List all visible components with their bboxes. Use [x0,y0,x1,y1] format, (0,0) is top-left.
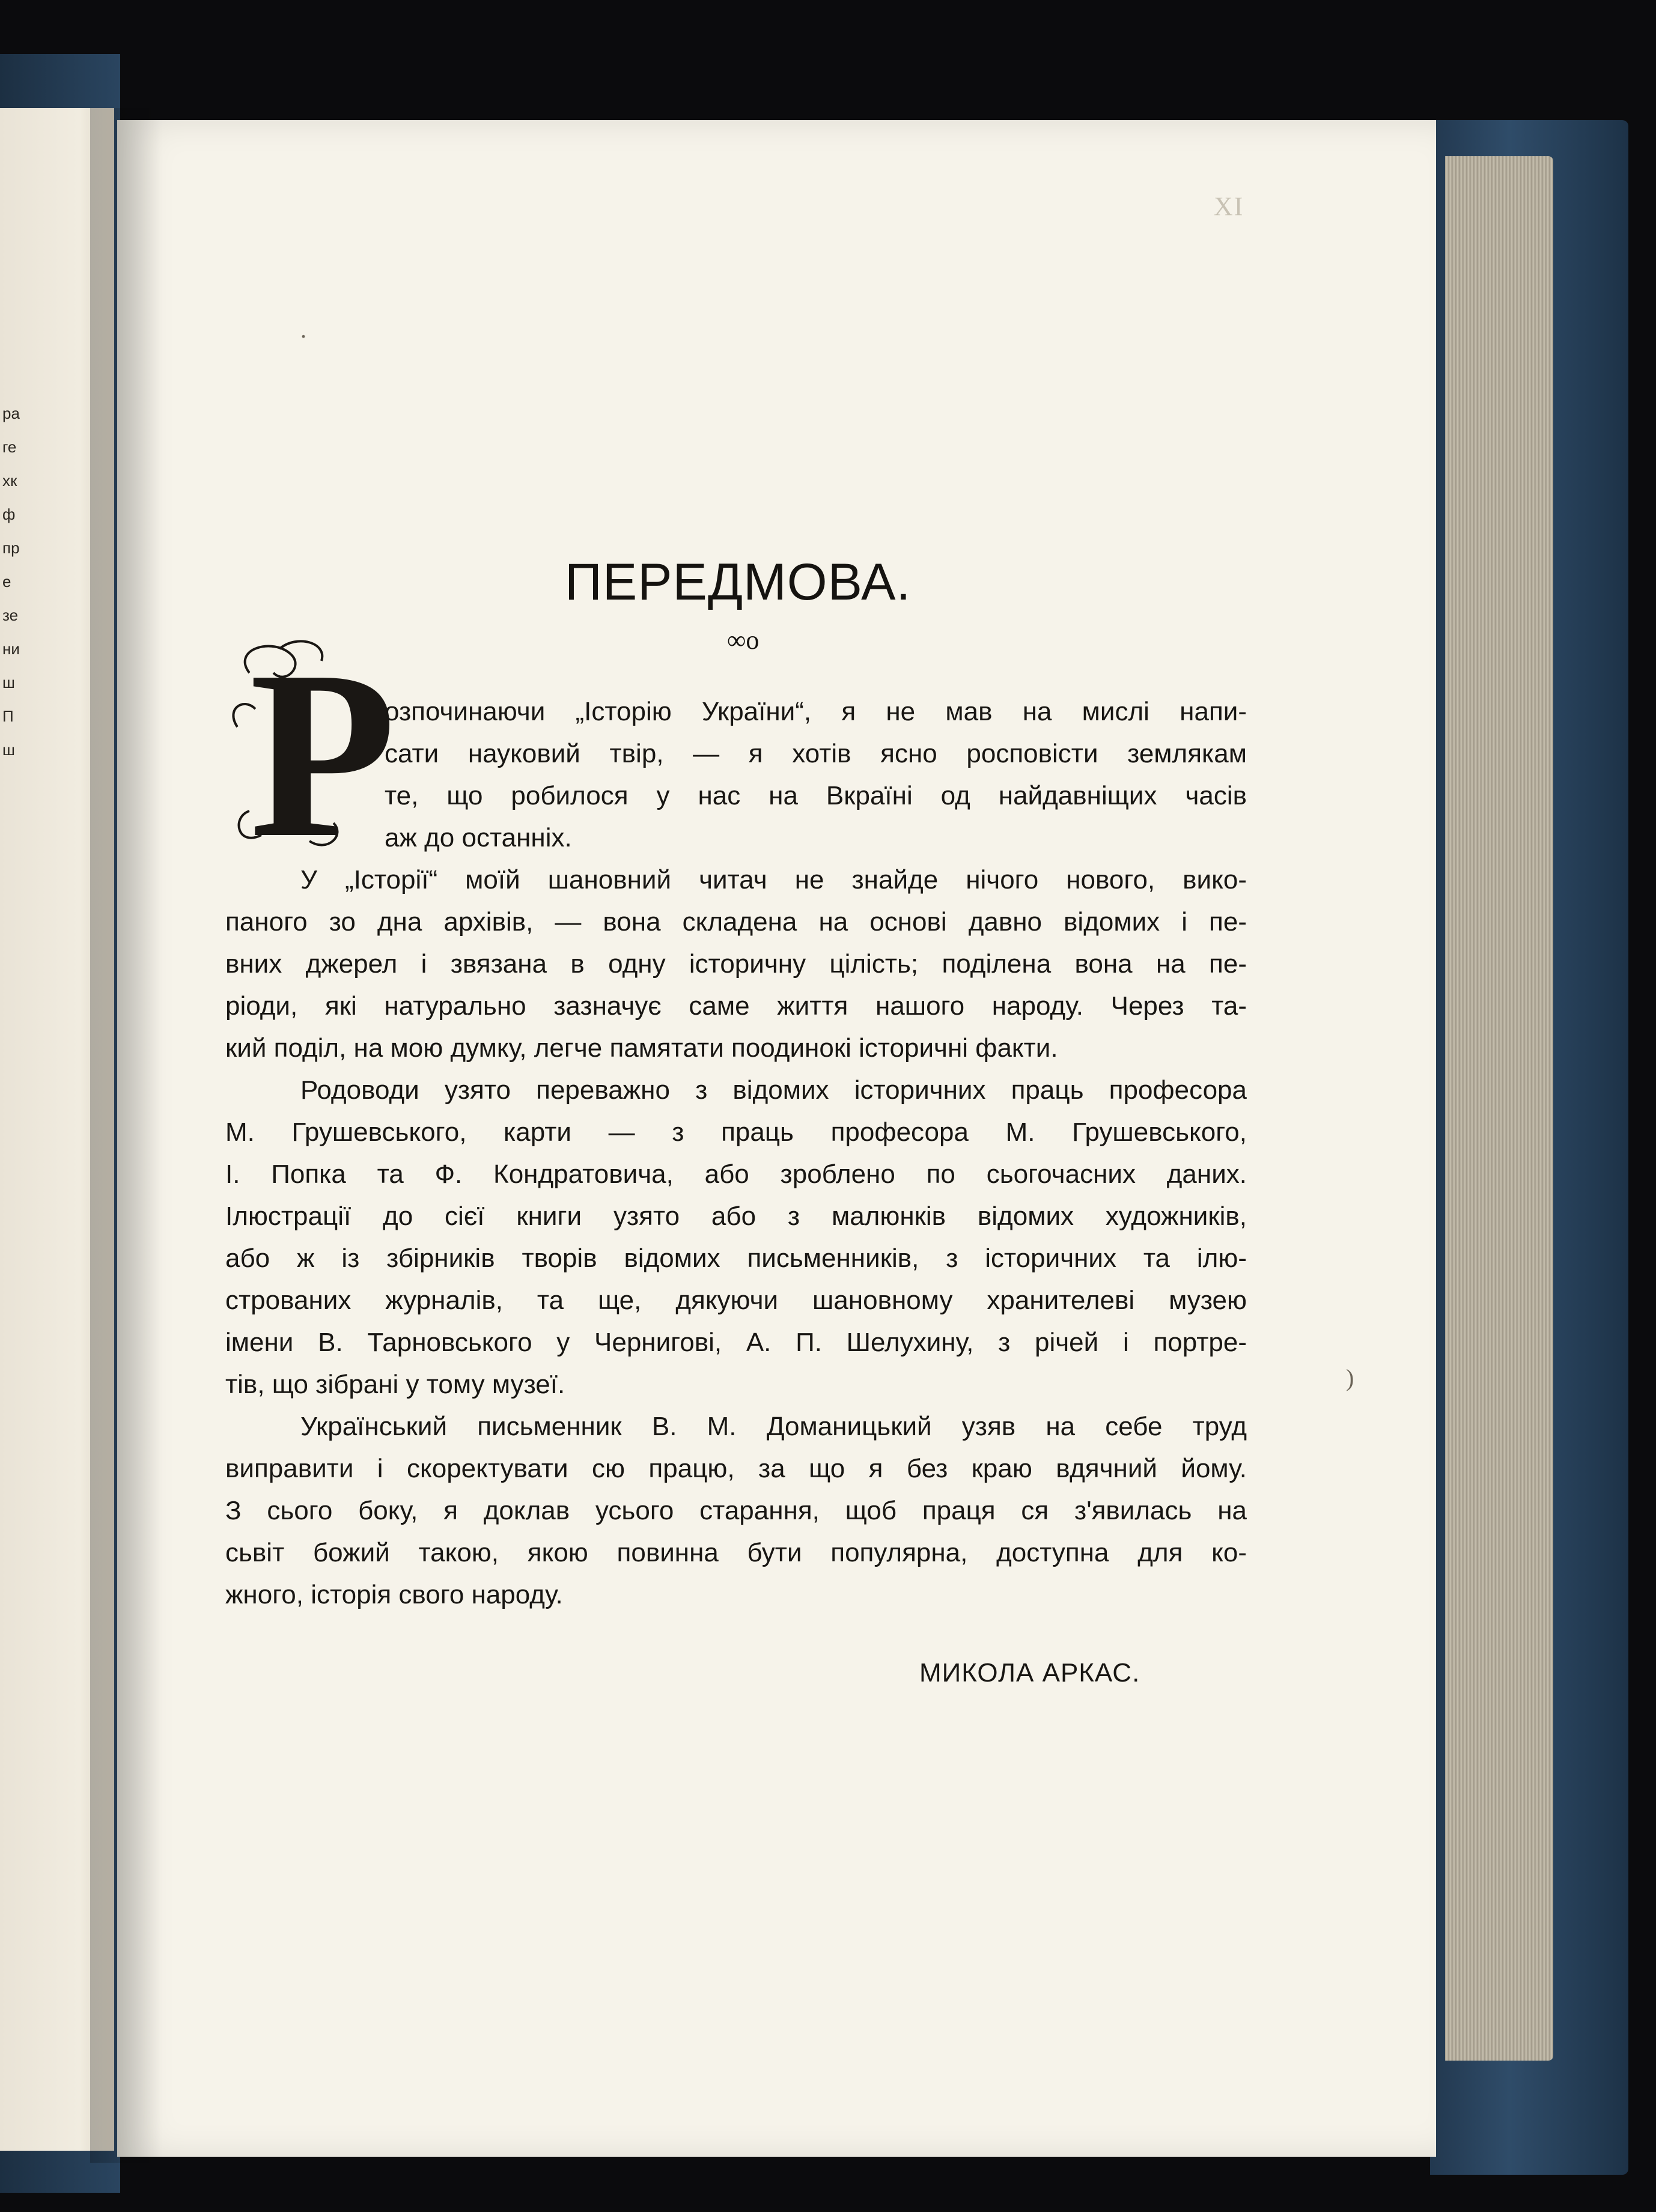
text-line: або ж із збірників творів відомих письменників, з історичних та ілю- [225,1244,1247,1273]
title-ornament: ∞o [727,625,760,655]
text-line: М. Грушевського, карти — з праць професора М. Грушевського, [225,1117,1247,1147]
text-line: озпочинаючи „Історію України“, я не мав на мислі напи- [385,697,1247,726]
text-line: вних джерел і звязана в одну історичну цілість; поділена вона на пе- [225,949,1247,979]
text-line: паного зо дна архівів, — вона складена на основі давно відомих і пе- [225,907,1247,937]
text-line: ріоди, які натурально зазначує саме життя нашого народу. Через та- [225,991,1247,1021]
drop-cap-letter: Р [249,637,397,859]
previous-page: ра ге хк ф пр е зе ни ш П ш [0,108,114,2151]
text-line: Український письменник В. М. Доманицький узяв на себе труд [300,1412,1247,1441]
text-line: сати науковий твір, — я хотів ясно росповісти землякам [385,739,1247,768]
author-signature: МИКОЛА АРКАС. [919,1658,1140,1688]
page-title: ПЕРЕДМОВА. [565,553,912,611]
text-line: жного, історія свого народу. [225,1580,563,1609]
text-line: З сього боку, я доклав усього старання, щоб праця ся з'явилась на [225,1496,1247,1525]
text-line: аж до останніх. [385,823,572,852]
text-line: імени В. Тарновського у Чернигові, А. П. Шелухину, з річей і портре- [225,1328,1247,1357]
text-line: строваних журналів, та ще, дякуючи шановному хранителеві музею [225,1286,1247,1315]
page-speck: . [300,316,306,343]
text-line: І. Попка та Ф. Кондратовича, або зроблено по сьогочасних даних. [225,1159,1247,1189]
text-line: У „Історії“ моїй шановний читач не знайде нічого нового, вико- [300,865,1247,895]
gutter-shadow [90,108,162,2163]
text-line: сьвіт божий такою, якою повинна бути популярна, доступна для ко- [225,1538,1247,1567]
text-line: те, що робилося у нас на Вкраїні од найдавніщих часів [385,781,1247,810]
text-line: Ілюстрації до сієї книги узято або з малюнків відомих художників, [225,1202,1247,1231]
text-line: кий поділ, на мою думку, легче памятати поодинокі історичні факти. [225,1033,1058,1063]
text-line: виправити і скоректувати сю працю, за що я без краю вдячний йому. [225,1454,1247,1483]
text-line: Родоводи узято переважно з відомих історичних праць професора [300,1075,1247,1105]
body-text [225,691,1247,1616]
page-block-edge [1445,156,1553,2061]
page-speck: ) [1346,1364,1354,1391]
page-number: XI [1214,192,1244,221]
text-line: тів, що зібрані у тому музеї. [225,1370,565,1399]
